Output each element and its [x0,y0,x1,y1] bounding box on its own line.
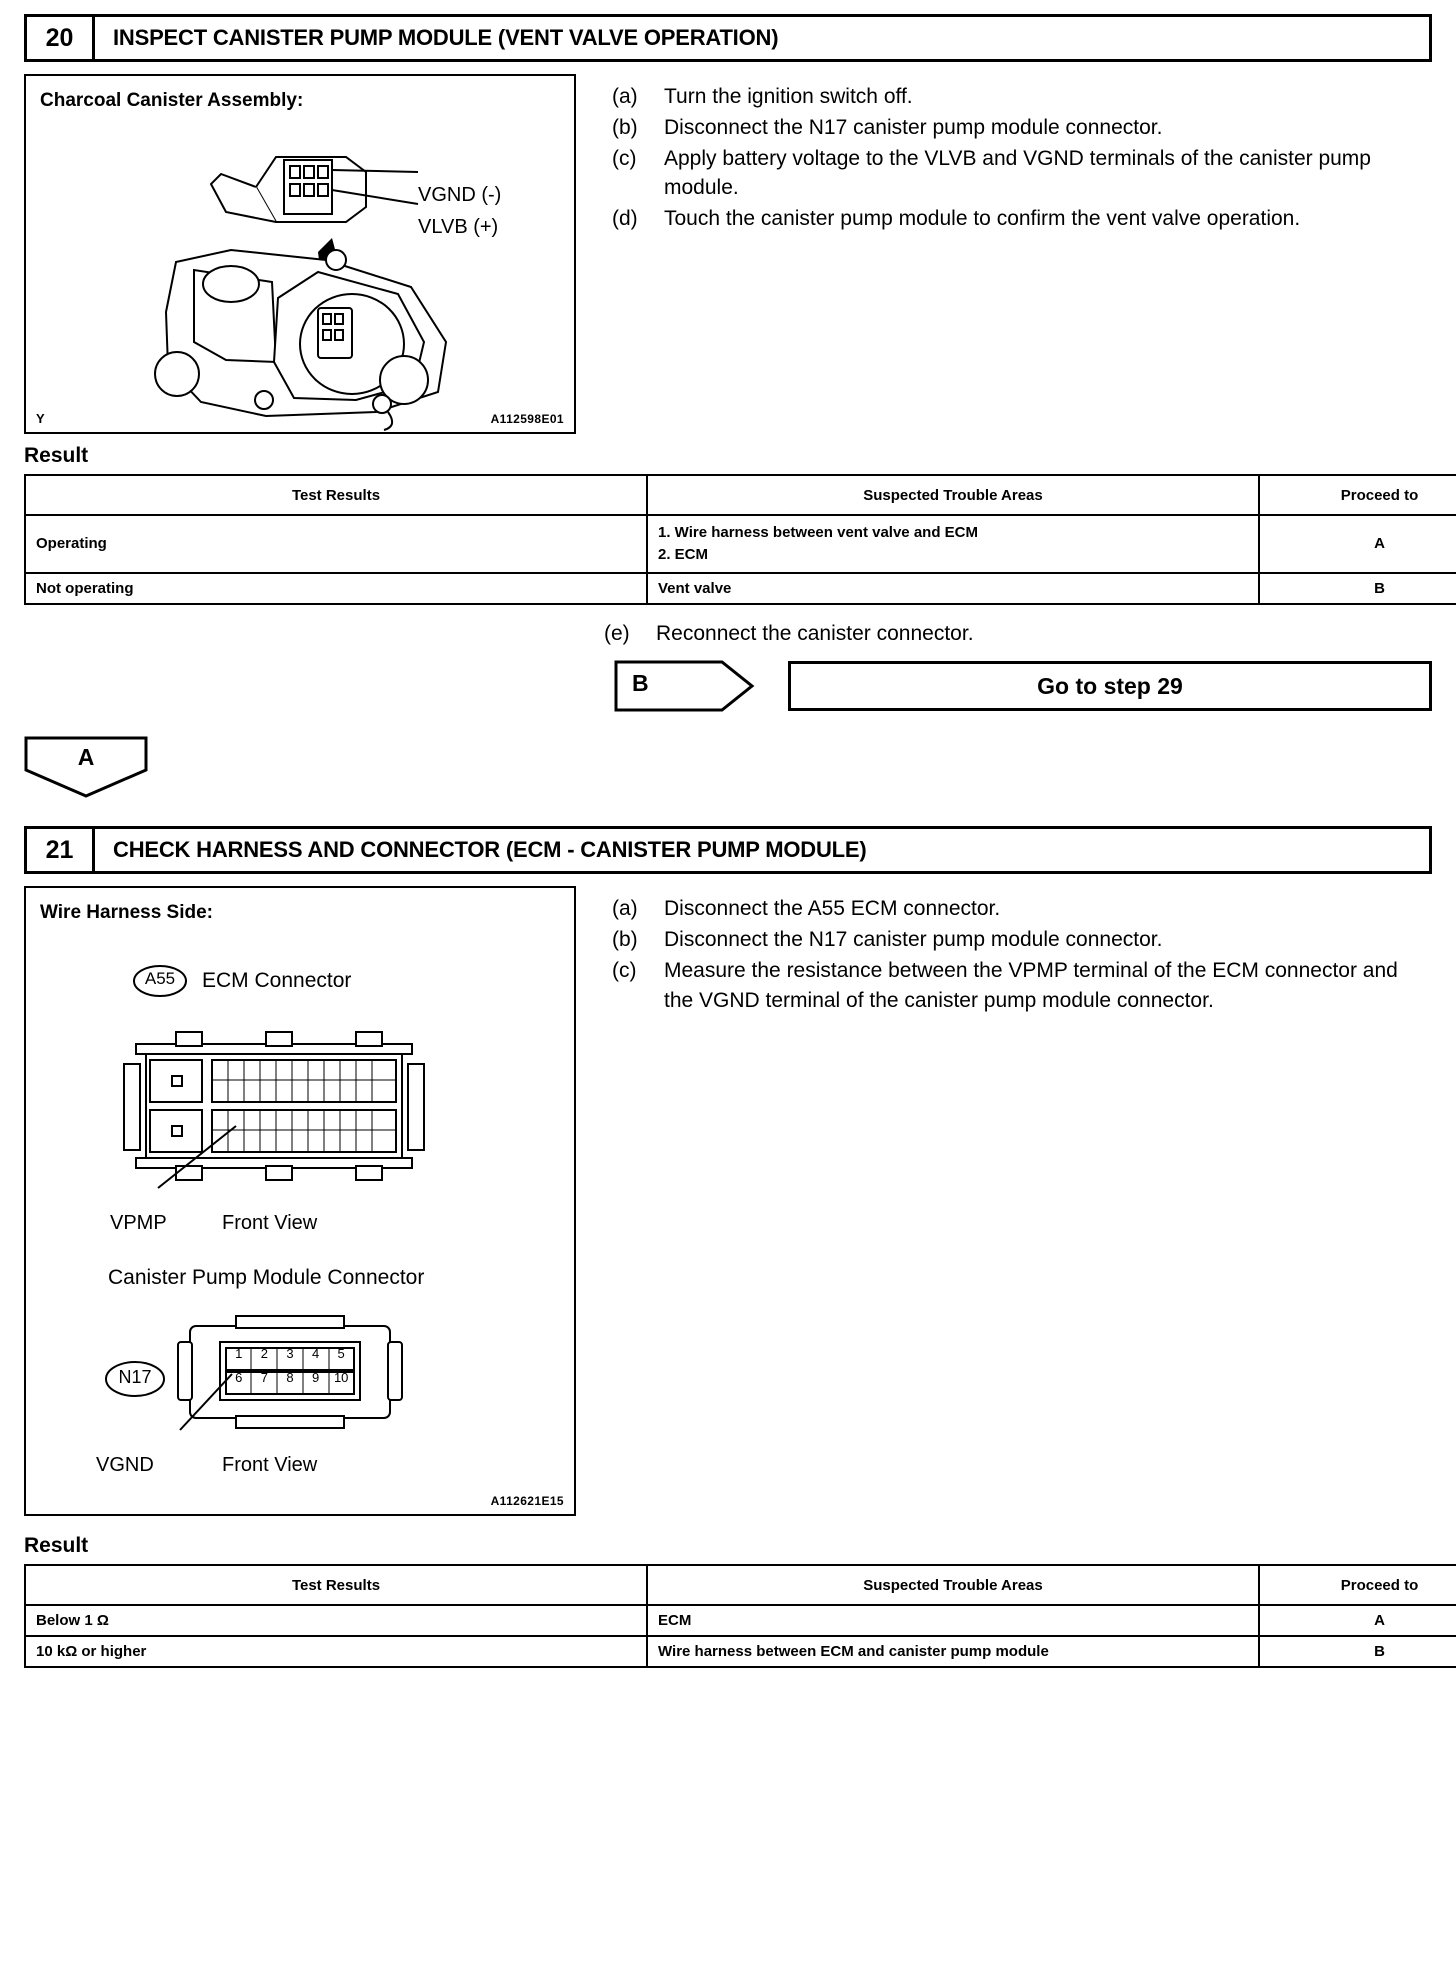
jump-tag-a-label: A [77,744,95,771]
instruction-label: (b) [612,115,638,139]
table-header-row [25,475,1456,515]
instruction-label: (e) [604,621,630,645]
figure-caption-charcoal-canister: Charcoal Canister Assembly: [40,90,304,111]
step-20-number: 20 [27,17,95,59]
figure-caption-wire-harness-side: Wire Harness Side: [40,902,214,924]
cell-proceed-to: B [1259,573,1456,604]
step-21-result-title: Result [24,1534,89,1558]
col-test-results: Test Results [25,1565,647,1605]
col-proceed-to: Proceed to [1259,475,1456,515]
step-21-header [24,826,1432,874]
cell-test-result: Below 1 Ω [25,1605,647,1636]
cell-trouble-areas: ECM [647,1605,1259,1636]
instruction-text: Apply battery voltage to the VLVB and VGND terminals of the canister pump module. [664,146,1371,200]
pin-number: 7 [260,1370,268,1386]
step-20-post-instructions [24,619,1432,649]
table-row [25,515,1456,573]
tag-b-label: B [632,670,649,697]
badge-a55-label: A55 [144,969,176,989]
cell-test-result: Not operating [25,573,647,604]
instruction-label: (c) [612,146,637,170]
ecm-connector-title: ECM Connector [202,969,352,993]
instruction-label: (a) [612,897,638,921]
figure-corner-mark: Y [36,411,45,426]
instruction-item [612,894,1432,924]
ecm-connector-illustration [116,1030,446,1210]
cell-proceed-to: A [1259,1605,1456,1636]
step-21-instructions [576,886,1432,1016]
pin-number: 4 [311,1346,320,1362]
instruction-label: (b) [612,928,638,952]
pin-number: 10 [333,1370,349,1386]
instruction-label: (c) [612,958,637,982]
pump-pins-bottom [226,1370,354,1385]
pin-number: 6 [235,1370,243,1386]
instruction-item [612,144,1432,204]
pump-terminal-vgnd-label: VGND [96,1454,154,1477]
step-20-title: INSPECT CANISTER PUMP MODULE (VENT VALVE OPERATION) [113,25,779,50]
pin-number: 2 [260,1346,268,1362]
instruction-text: Touch the canister pump module to confirm the vent valve operation. [664,207,1301,231]
cell-proceed-to: A [1259,515,1456,573]
trouble-area-line: 1. Wire harness between vent valve and ECM [658,524,978,541]
instruction-text: Turn the ignition switch off. [664,85,913,108]
ecm-front-view-label: Front View [222,1212,318,1235]
instruction-label: (d) [612,207,638,231]
instruction-text: Disconnect the N17 canister pump module connector. [664,115,1163,139]
pump-pins-top [226,1346,354,1361]
label-vgnd: VGND (-) [418,184,502,206]
instruction-label: (a) [612,85,638,108]
col-proceed-to: Proceed to [1259,1565,1456,1605]
charcoal-canister-illustration [26,112,574,432]
ecm-terminal-vpmp-label: VPMP [110,1212,167,1235]
step-20-figure [24,74,576,434]
table-row [25,1636,1456,1667]
step-20-result-table [24,474,1456,605]
instruction-item [604,619,1432,649]
instruction-item [612,113,1432,143]
trouble-area-line: 2. ECM [658,545,709,563]
cell-trouble-areas [647,515,1259,573]
pin-number: 5 [337,1346,345,1362]
pump-connector-title: Canister Pump Module Connector [108,1266,425,1290]
step-21-figure [24,886,576,1516]
instruction-text: Disconnect the N17 canister pump module connector. [664,928,1163,952]
pump-front-view-label: Front View [222,1454,318,1477]
col-suspected-trouble-areas: Suspected Trouble Areas [647,475,1259,515]
table-row [25,573,1456,604]
step-20-header [24,14,1432,62]
cell-trouble-areas: Wire harness between ECM and canister pump module [647,1636,1259,1667]
figure-code-a112598e01: A112598E01 [490,412,564,426]
instruction-text: Disconnect the A55 ECM connector. [664,897,1001,921]
instruction-text: Measure the resistance between the VPMP terminal of the ECM connector and the VGND terminal of the canister pump module connector. [664,958,1398,1012]
goto-step-29-button[interactable]: Go to step 29 [788,661,1432,711]
goto-step-29-row [614,660,1432,712]
instruction-item [612,204,1432,234]
table-row [25,1605,1456,1636]
cell-proceed-to: B [1259,1636,1456,1667]
step-20-instructions [576,74,1432,235]
instruction-text: Reconnect the canister connector. [656,621,974,645]
step-21-result-table [24,1564,1456,1668]
instruction-item [612,82,1432,112]
cell-test-result: Operating [25,515,647,573]
label-vlvb: VLVB (+) [418,216,499,238]
col-suspected-trouble-areas: Suspected Trouble Areas [647,1565,1259,1605]
badge-n17-label: N17 [118,1367,152,1388]
step-21-number: 21 [27,829,95,871]
step-20-result-title: Result [24,444,89,467]
cell-test-result: 10 kΩ or higher [25,1636,647,1667]
cell-trouble-areas: Vent valve [647,573,1259,604]
table-header-row [25,1565,1456,1605]
instruction-item [612,956,1432,1016]
col-test-results: Test Results [25,475,647,515]
pin-number: 8 [286,1370,294,1386]
pin-number: 3 [286,1346,294,1362]
pin-number: 1 [235,1346,243,1362]
instruction-item [612,925,1432,955]
step-21-title: CHECK HARNESS AND CONNECTOR (ECM - CANISTER PUMP MODULE) [113,837,867,863]
pin-number: 9 [311,1370,320,1386]
figure-code-a112621e15: A112621E15 [490,1494,564,1509]
